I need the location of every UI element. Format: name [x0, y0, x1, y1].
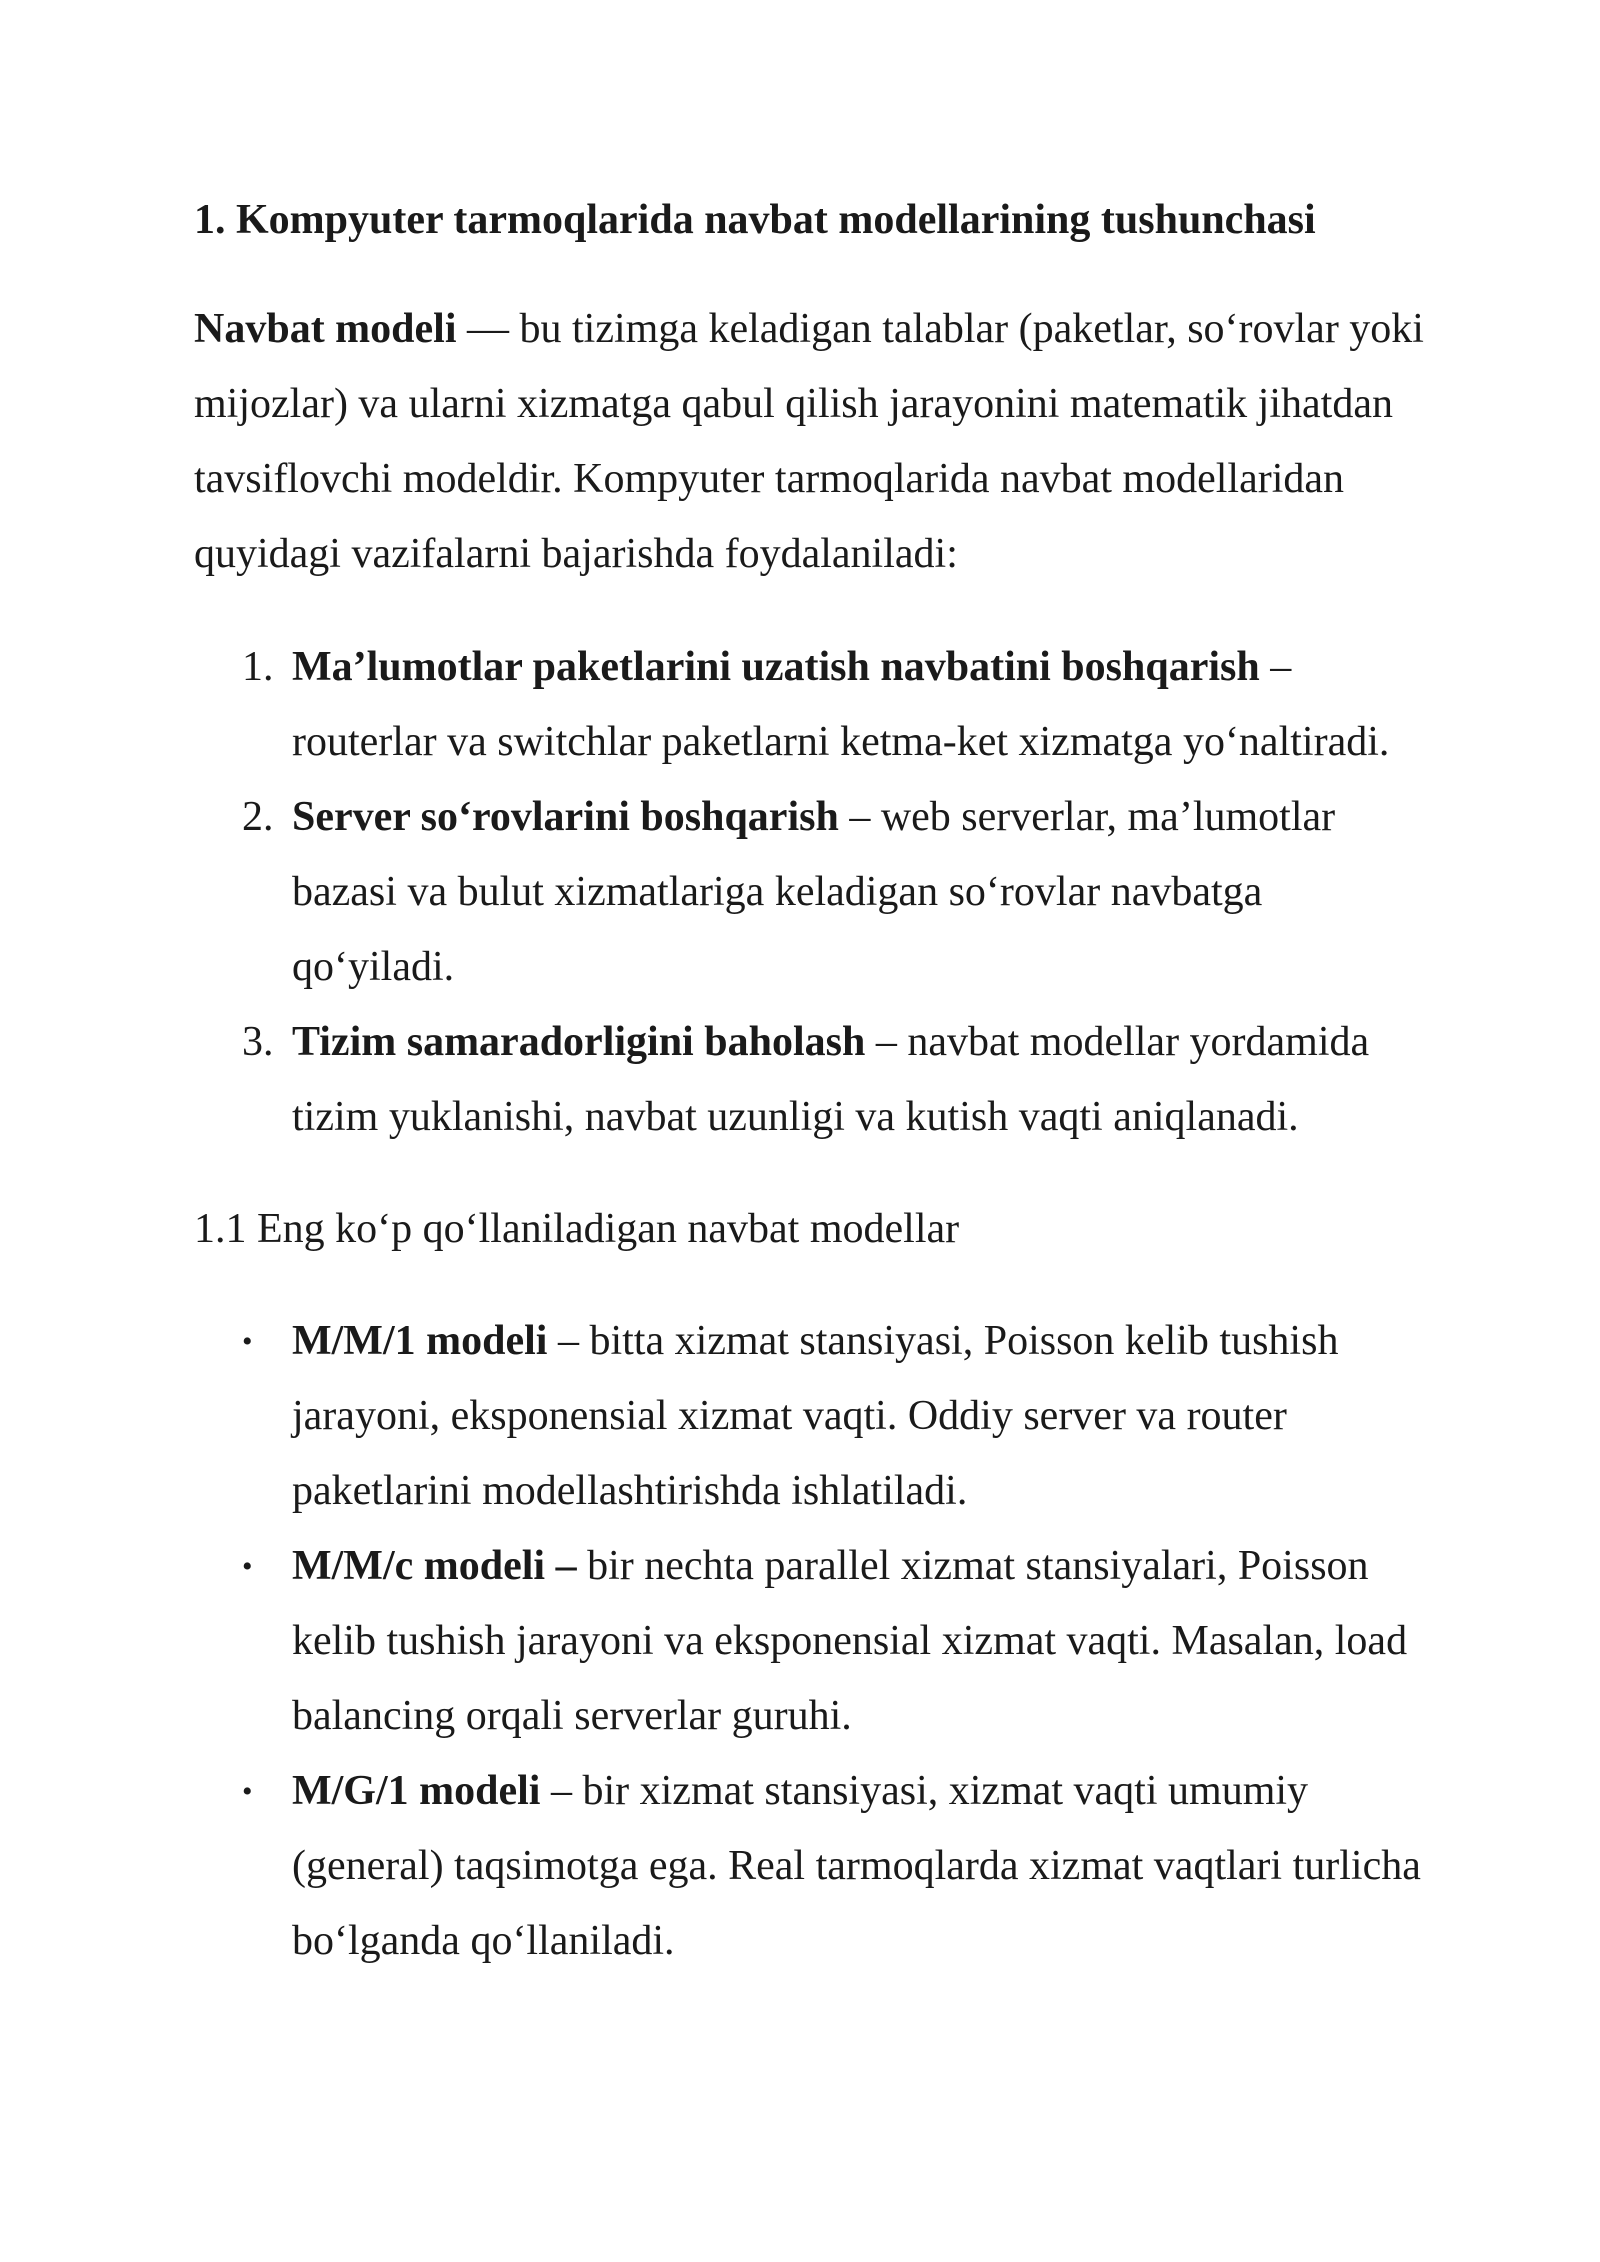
model-text: – bitta xizmat stansiyasi, Poisson kelib tushish jarayoni, eksponensial xizmat vaqti. Oddiy server va router paketlarini modellashtirishda ishlatiladi. [292, 1318, 1339, 1514]
model-term: M/M/c modeli – [292, 1543, 577, 1589]
section-heading: 1. Kompyuter tarmoqlarida navbat modellarining tushunchasi [194, 197, 1316, 243]
task-text: – navbat modellar yordamida tizim yuklanishi, navbat uzunligi va kutish vaqti aniqlanadi. [292, 1019, 1370, 1140]
bullet-icon: • [242, 1550, 253, 1583]
bullet-icon: • [242, 1325, 253, 1358]
subsection-heading: 1.1 Eng ko‘p qo‘llaniladigan navbat modellar [194, 1206, 960, 1252]
document-page [194, 190, 1434, 1979]
task-item-1 [194, 630, 1434, 780]
task-text: – routerlar va switchlar paketlarni ketma-ket xizmatga yo‘naltiradi. [292, 644, 1390, 765]
intro-text: — bu tizimga keladigan talablar (paketlar, so‘rovlar yoki mijozlar) va ularni xizmatga qabul qilish jarayonini matematik jihatdan tavsiflovchi modeldir. Kompyuter tarmoqlarida navbat modellaridan quyidagi vazifalarni bajarishda foydalaniladi: [194, 306, 1424, 577]
task-term: Server so‘rovlarini boshqarish [292, 794, 839, 840]
intro-paragraph [194, 292, 1434, 592]
list-number: 2. [242, 794, 274, 840]
model-text: bir nechta parallel xizmat stansiyalari, Poisson kelib tushish jarayoni va eksponensial xizmat vaqti. Masalan, load balancing orqali serverlar guruhi. [292, 1543, 1408, 1739]
task-term: Tizim samaradorligini baholash [292, 1019, 866, 1065]
model-list [194, 1304, 1434, 1979]
task-text: – web serverlar, ma’lumotlar bazasi va bulut xizmatlariga keladigan so‘rovlar navbatga qo‘yiladi. [292, 794, 1336, 990]
task-item-3 [194, 1005, 1434, 1155]
bullet-icon: • [242, 1775, 253, 1808]
task-list [194, 630, 1434, 1155]
model-item-mm1 [194, 1304, 1434, 1529]
task-term: Ma’lumotlar paketlarini uzatish navbatini boshqarish [292, 644, 1260, 690]
model-text: – bir xizmat stansiyasi, xizmat vaqti umumiy (general) taqsimotga ega. Real tarmoqlarda xizmat vaqtlari turlicha bo‘lganda qo‘llaniladi. [292, 1768, 1421, 1964]
intro-term: Navbat modeli [194, 306, 457, 352]
model-item-mmc [194, 1529, 1434, 1754]
model-item-mg1 [194, 1754, 1434, 1979]
list-number: 3. [242, 1019, 274, 1065]
task-item-2 [194, 780, 1434, 1005]
list-number: 1. [242, 644, 274, 690]
model-term: M/M/1 modeli [292, 1318, 548, 1364]
model-term: M/G/1 modeli [292, 1768, 541, 1814]
